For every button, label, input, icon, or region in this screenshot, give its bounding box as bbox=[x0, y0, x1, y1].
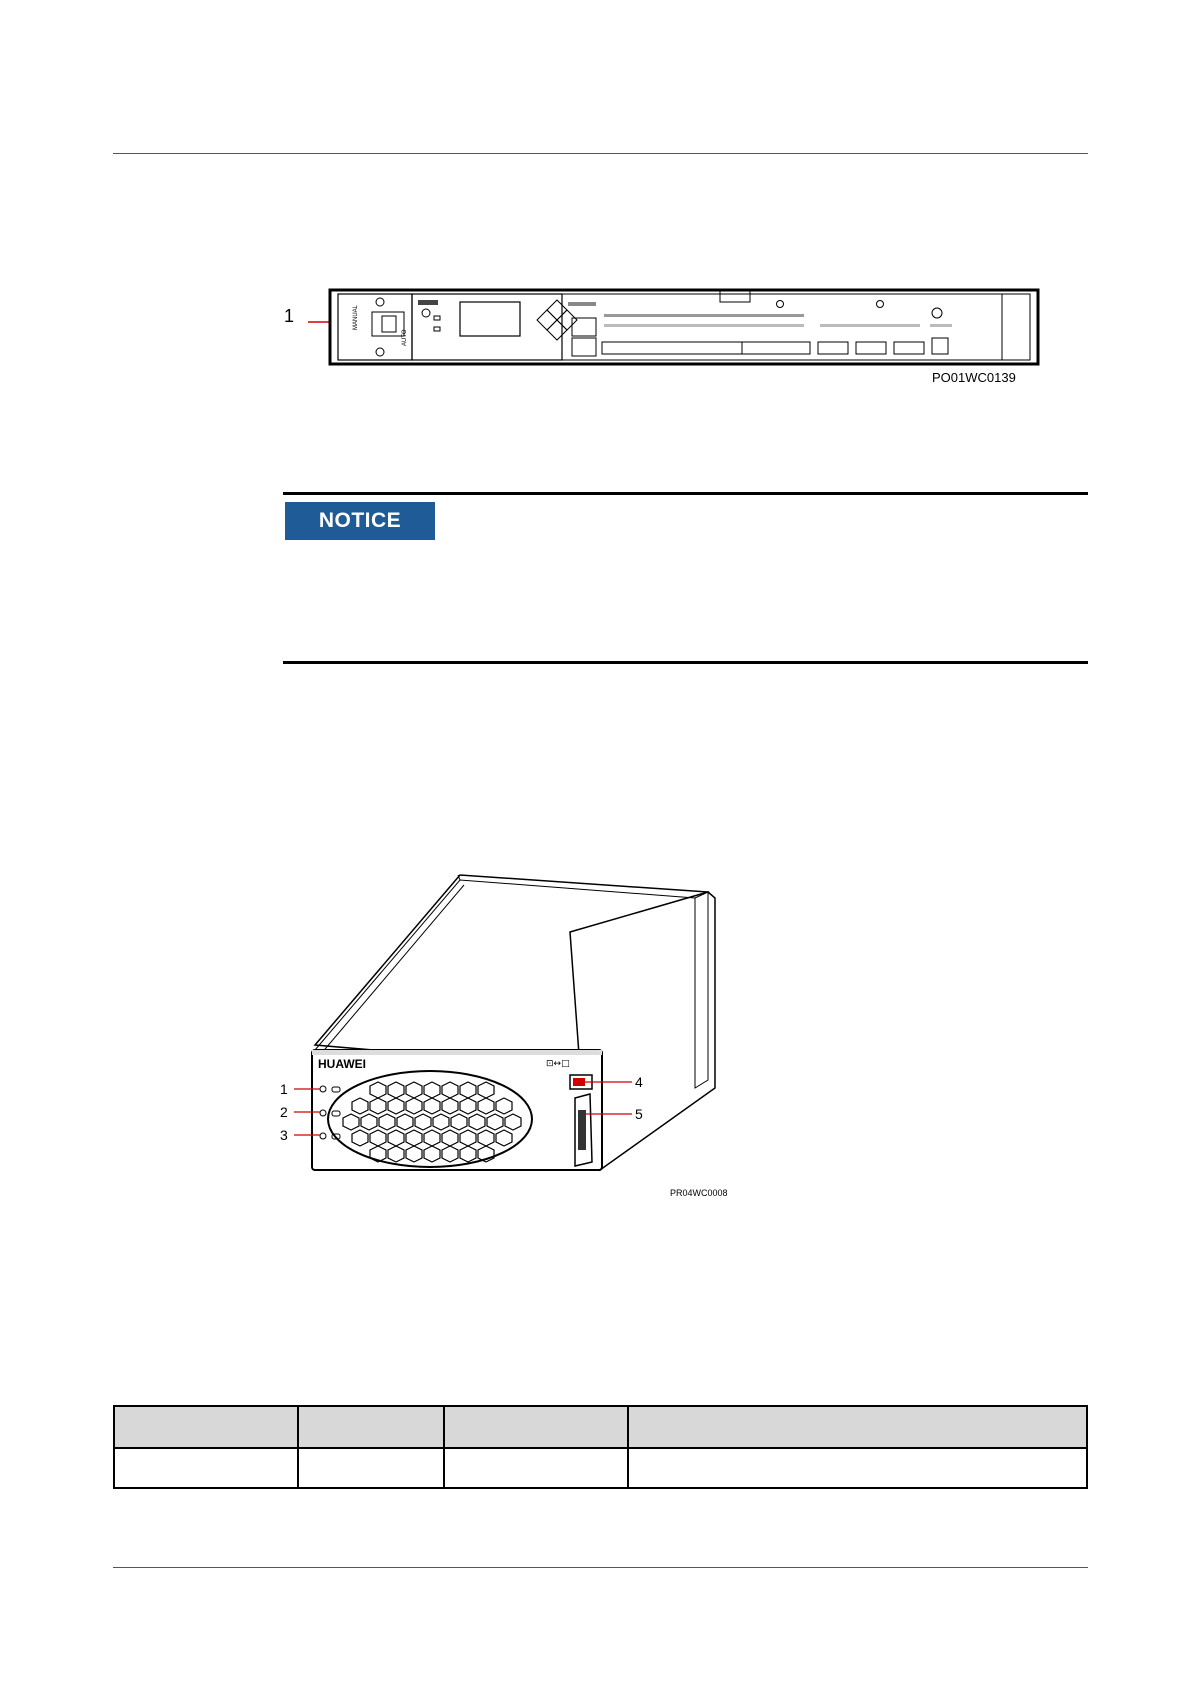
callout-1: 1 bbox=[280, 1081, 288, 1097]
controller-panel-figure bbox=[280, 280, 1050, 390]
callout-5: 5 bbox=[635, 1106, 643, 1122]
brand-label: HUAWEI bbox=[318, 1057, 366, 1071]
callout-2: 2 bbox=[280, 1104, 288, 1120]
switch-label-manual: MANUAL bbox=[353, 304, 359, 330]
figure-id-po01wc0139: PO01WC0139 bbox=[932, 370, 1016, 385]
rectifier-drawing bbox=[270, 870, 750, 1210]
table-header-row bbox=[114, 1406, 1087, 1448]
table-cell bbox=[444, 1448, 628, 1488]
table-row bbox=[114, 1448, 1087, 1488]
notice-bottom-rule bbox=[283, 661, 1088, 664]
parameter-table bbox=[113, 1405, 1088, 1489]
header-rule bbox=[113, 153, 1088, 154]
svg-text:⊡↔□: ⊡↔□ bbox=[546, 1059, 570, 1069]
table-cell bbox=[298, 1448, 444, 1488]
footer-rule bbox=[113, 1567, 1088, 1568]
table-header-cell bbox=[114, 1406, 298, 1448]
callout-4: 4 bbox=[635, 1074, 643, 1090]
notice-badge: NOTICE bbox=[285, 502, 435, 540]
table-header-cell bbox=[298, 1406, 444, 1448]
figure-id-pr04wc0008: PR04WC0008 bbox=[670, 1188, 728, 1198]
notice-top-rule bbox=[283, 492, 1088, 495]
table-header-cell bbox=[444, 1406, 628, 1448]
table-header-cell bbox=[628, 1406, 1087, 1448]
table-cell bbox=[628, 1448, 1087, 1488]
switch-label-auto: AUTO bbox=[402, 329, 408, 346]
table-cell bbox=[114, 1448, 298, 1488]
callout-3: 3 bbox=[280, 1127, 288, 1143]
callout-1: 1 bbox=[284, 306, 295, 326]
rectifier-figure bbox=[270, 870, 750, 1210]
